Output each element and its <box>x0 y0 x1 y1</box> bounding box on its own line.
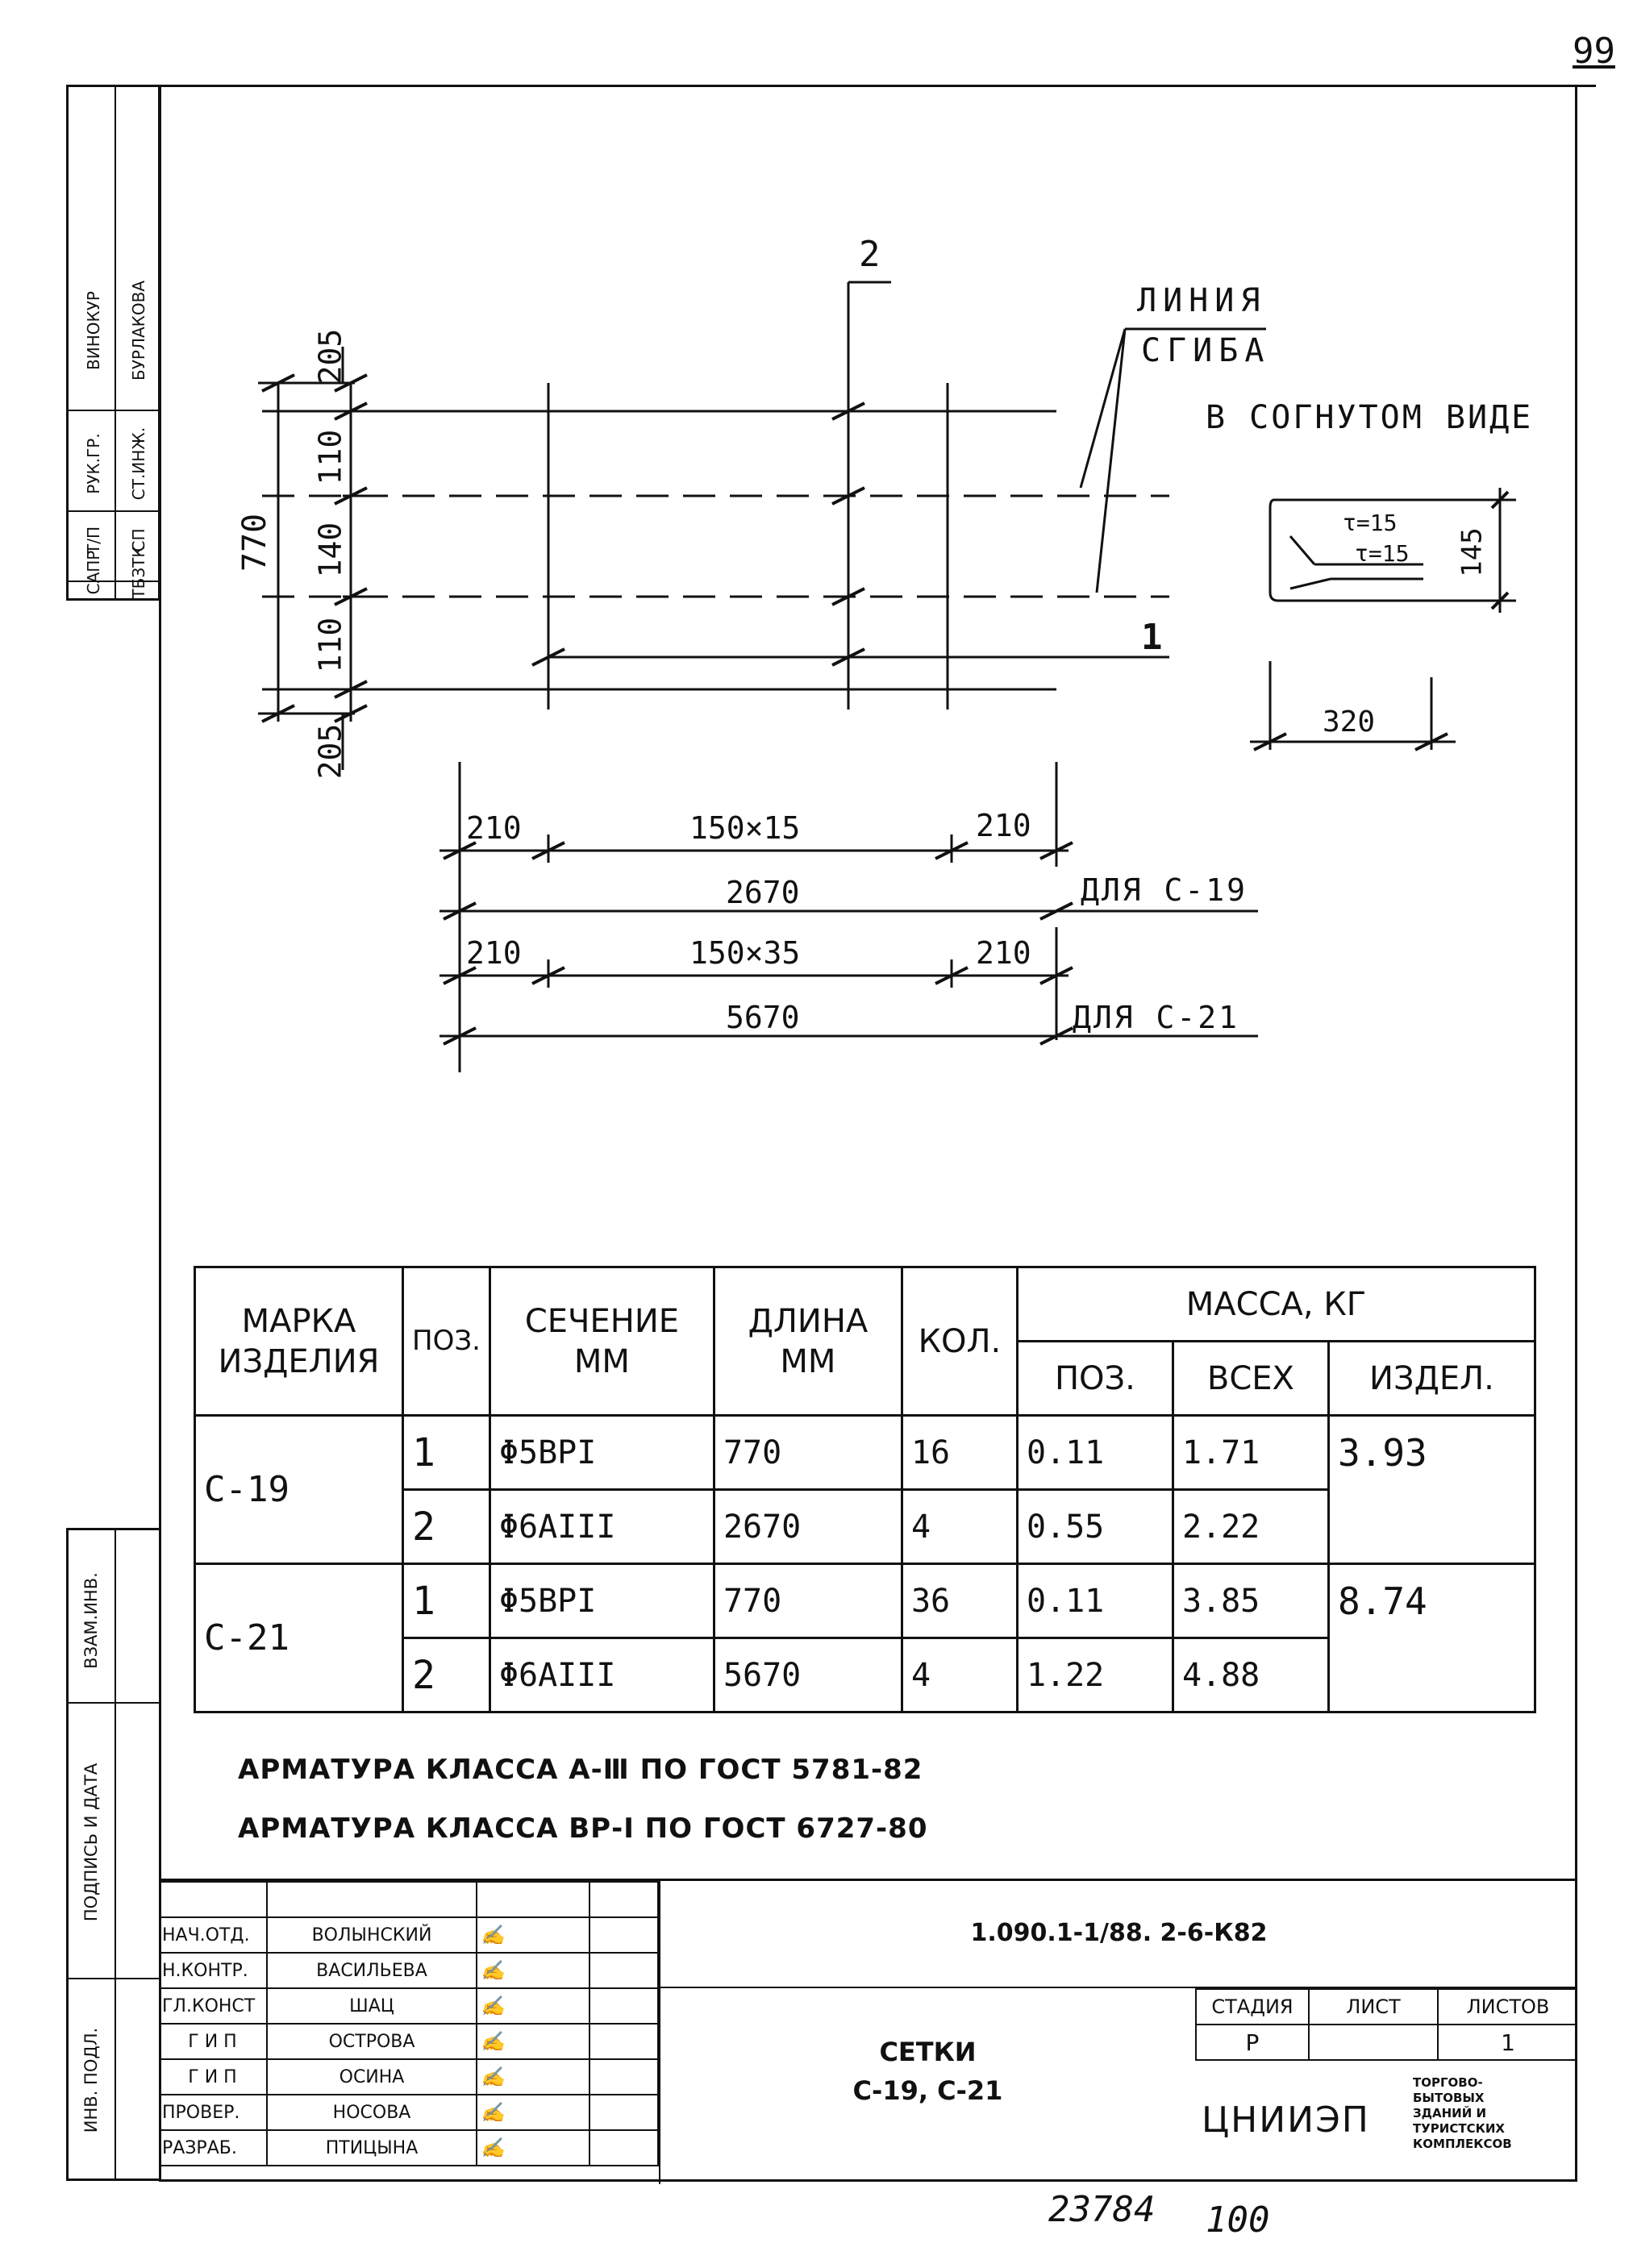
stage-label: СТАДИЯ <box>1196 1989 1309 2025</box>
dim-205-top: 205 <box>312 328 348 385</box>
signature-glyph: ✍ <box>477 1988 589 2024</box>
signature-row: Г И П ОСИНА ✍ <box>159 2059 658 2095</box>
cell-qty: 4 <box>902 1638 1017 1712</box>
left-margin-stamps <box>66 1528 160 2181</box>
stamp-sapr: САПР <box>84 550 103 595</box>
organization-name: ЦНИИЭП <box>1202 2099 1370 2141</box>
cell-mass-pos: 0.11 <box>1017 1564 1173 1638</box>
signature-glyph: ✍ <box>477 1953 589 1988</box>
table-row <box>195 1564 1535 1638</box>
cell-length: 770 <box>714 1564 902 1638</box>
bent-dim-145: 145 <box>1456 527 1489 577</box>
row2-dim-total: 5670 <box>726 1000 800 1035</box>
signature-glyph: ✍ <box>477 1917 589 1953</box>
organization-desc: ТОРГОВО- БЫТОВЫХ ЗДАНИЙ И ТУРИСТСКИХ КОМПЛЕКСОВ <box>1413 2075 1512 2151</box>
row2-for-label: ДЛЯ С-21 <box>1073 1000 1240 1035</box>
row1-for-label: ДЛЯ С-19 <box>1081 872 1248 908</box>
doc-code-cell <box>659 1881 1577 1988</box>
sheet-title-1: СЕТКИ <box>879 2037 977 2067</box>
cell-mass-all: 3.85 <box>1173 1564 1328 1638</box>
specification-table <box>194 1266 1536 1713</box>
signature-row: ПРОВЕР. НОСОВА ✍ <box>159 2095 658 2130</box>
cell-mass-all: 2.22 <box>1173 1490 1328 1564</box>
cell-pos: 2 <box>403 1490 490 1564</box>
bend-line-label-1: ЛИНИЯ <box>1137 282 1267 319</box>
cell-qty: 16 <box>902 1416 1017 1490</box>
dim-140: 140 <box>312 522 348 578</box>
header-section: СЕЧЕНИЕ ММ <box>489 1267 714 1416</box>
stage-value: Р <box>1196 2025 1309 2060</box>
stamp-vinokur: ВИНОКУР <box>84 291 103 370</box>
cell-pos: 1 <box>403 1416 490 1490</box>
podpis-label: ПОДПИСЬ И ДАТА <box>81 1762 101 1922</box>
sheet-label: ЛИСТ <box>1309 1989 1438 2025</box>
note-1: АРМАТУРА КЛАССА А-Ⅲ ПО ГОСТ 5781-82 <box>238 1754 923 1786</box>
cell-mass-item: 8.74 <box>1328 1564 1535 1712</box>
cell-mark: С-21 <box>195 1564 403 1712</box>
header-qty: КОЛ. <box>902 1267 1017 1416</box>
row1-dim-210-right: 210 <box>976 808 1031 843</box>
cell-length: 2670 <box>714 1490 902 1564</box>
stamp-rukgr: РУК.ГР. <box>84 433 103 494</box>
signature-glyph: ✍ <box>477 2095 589 2130</box>
dim-110-bottom: 110 <box>312 617 348 673</box>
header-mark: МАРКА ИЗДЕЛИЯ <box>195 1267 403 1416</box>
dim-770: 770 <box>236 513 274 572</box>
row1-dim-total: 2670 <box>726 875 800 910</box>
signature-glyph: ✍ <box>477 2059 589 2095</box>
position-1-label: 1 <box>1141 617 1163 658</box>
cell-qty: 4 <box>902 1490 1017 1564</box>
cell-section: Φ5ВРI <box>489 1416 714 1490</box>
stamp-burlakova: БУРЛАКОВА <box>129 280 148 381</box>
stamp-sp: СП <box>129 528 148 552</box>
sheet-title-2: С-19, С-21 <box>852 2075 1003 2106</box>
sheet-title-cell <box>659 1988 1195 2184</box>
stamp-tp: Т/П <box>84 526 103 554</box>
row1-dim-210-left: 210 <box>466 810 522 846</box>
organization-cell <box>1195 2059 1577 2184</box>
bent-view-label: В СОГНУТОМ ВИДЕ <box>1206 399 1534 436</box>
footer-archive-number: 23784 <box>1048 2189 1156 2230</box>
footer-page-number: 100 <box>1206 2199 1270 2241</box>
cell-mass-item: 3.93 <box>1328 1416 1535 1564</box>
cell-mass-all: 1.71 <box>1173 1416 1328 1490</box>
cell-section: Φ6АIII <box>489 1638 714 1712</box>
header-mass-item: ИЗДЕЛ. <box>1328 1342 1535 1416</box>
signature-glyph: ✍ <box>477 2024 589 2059</box>
sheets-label: ЛИСТОВ <box>1438 1989 1577 2025</box>
row1-dim-step: 150×15 <box>689 810 801 846</box>
row2-dim-210-right: 210 <box>976 935 1031 971</box>
bend-line-label-2: СГИБА <box>1141 332 1271 369</box>
cell-mass-pos: 0.11 <box>1017 1416 1173 1490</box>
stage-table <box>1195 1988 1577 2061</box>
inv-podl-label: ИНВ. ПОДЛ. <box>81 2027 101 2133</box>
cell-mass-pos: 0.55 <box>1017 1490 1173 1564</box>
signature-glyph: ✍ <box>477 2130 589 2166</box>
cell-mark: С-19 <box>195 1416 403 1564</box>
cell-qty: 36 <box>902 1564 1017 1638</box>
cell-section: Φ5ВРI <box>489 1564 714 1638</box>
header-mass-pos: ПОЗ. <box>1017 1342 1173 1416</box>
stamp-stinzh: СТ.ИНЖ. <box>129 427 148 501</box>
doc-code: 1.090.1-1/88. 2-6-К82 <box>970 1919 1268 1947</box>
cell-mass-pos: 1.22 <box>1017 1638 1173 1712</box>
dim-110-top: 110 <box>312 429 348 485</box>
sheet-value <box>1309 2025 1438 2060</box>
note-2: АРМАТУРА КЛАССА ВР-Ⅰ ПО ГОСТ 6727-80 <box>238 1812 928 1845</box>
cell-length: 770 <box>714 1416 902 1490</box>
signature-row: ГЛ.КОНСТ ШАЦ ✍ <box>159 1988 658 2024</box>
bent-radius-1: τ=15 <box>1343 510 1398 536</box>
signature-row: Г И П ОСТРОВА ✍ <box>159 2024 658 2059</box>
cell-mass-all: 4.88 <box>1173 1638 1328 1712</box>
row2-dim-210-left: 210 <box>466 935 522 971</box>
cell-length: 5670 <box>714 1638 902 1712</box>
bent-radius-2: τ=15 <box>1355 540 1410 567</box>
row2-dim-step: 150×35 <box>689 935 801 971</box>
sheets-value: 1 <box>1438 2025 1577 2060</box>
signature-row: РАЗРАБ. ПТИЦЫНА ✍ <box>159 2130 658 2166</box>
cell-pos: 1 <box>403 1564 490 1638</box>
bent-dim-320: 320 <box>1323 705 1376 739</box>
page-number: 99 <box>1573 31 1615 72</box>
header-mass: МАССА, КГ <box>1017 1267 1535 1342</box>
cell-section: Φ6АIII <box>489 1490 714 1564</box>
header-length: ДЛИНА ММ <box>714 1267 902 1416</box>
cell-pos: 2 <box>403 1638 490 1712</box>
signature-row: НАЧ.ОТД. ВОЛЫНСКИЙ ✍ <box>159 1917 658 1953</box>
dim-205-bottom: 205 <box>312 723 348 780</box>
signatures-table <box>159 1881 659 2166</box>
vzam-inv-label: ВЗАМ.ИНВ. <box>81 1572 101 1669</box>
header-pos: ПОЗ. <box>403 1267 490 1416</box>
header-mass-all: ВСЕХ <box>1173 1342 1328 1416</box>
signature-row: Н.КОНТР. ВАСИЛЬЕВА ✍ <box>159 1953 658 1988</box>
stamp-tbztk: ТБЗТК <box>129 546 148 599</box>
title-block <box>159 1879 1577 2184</box>
table-row <box>195 1416 1535 1490</box>
position-2-label: 2 <box>859 234 881 275</box>
